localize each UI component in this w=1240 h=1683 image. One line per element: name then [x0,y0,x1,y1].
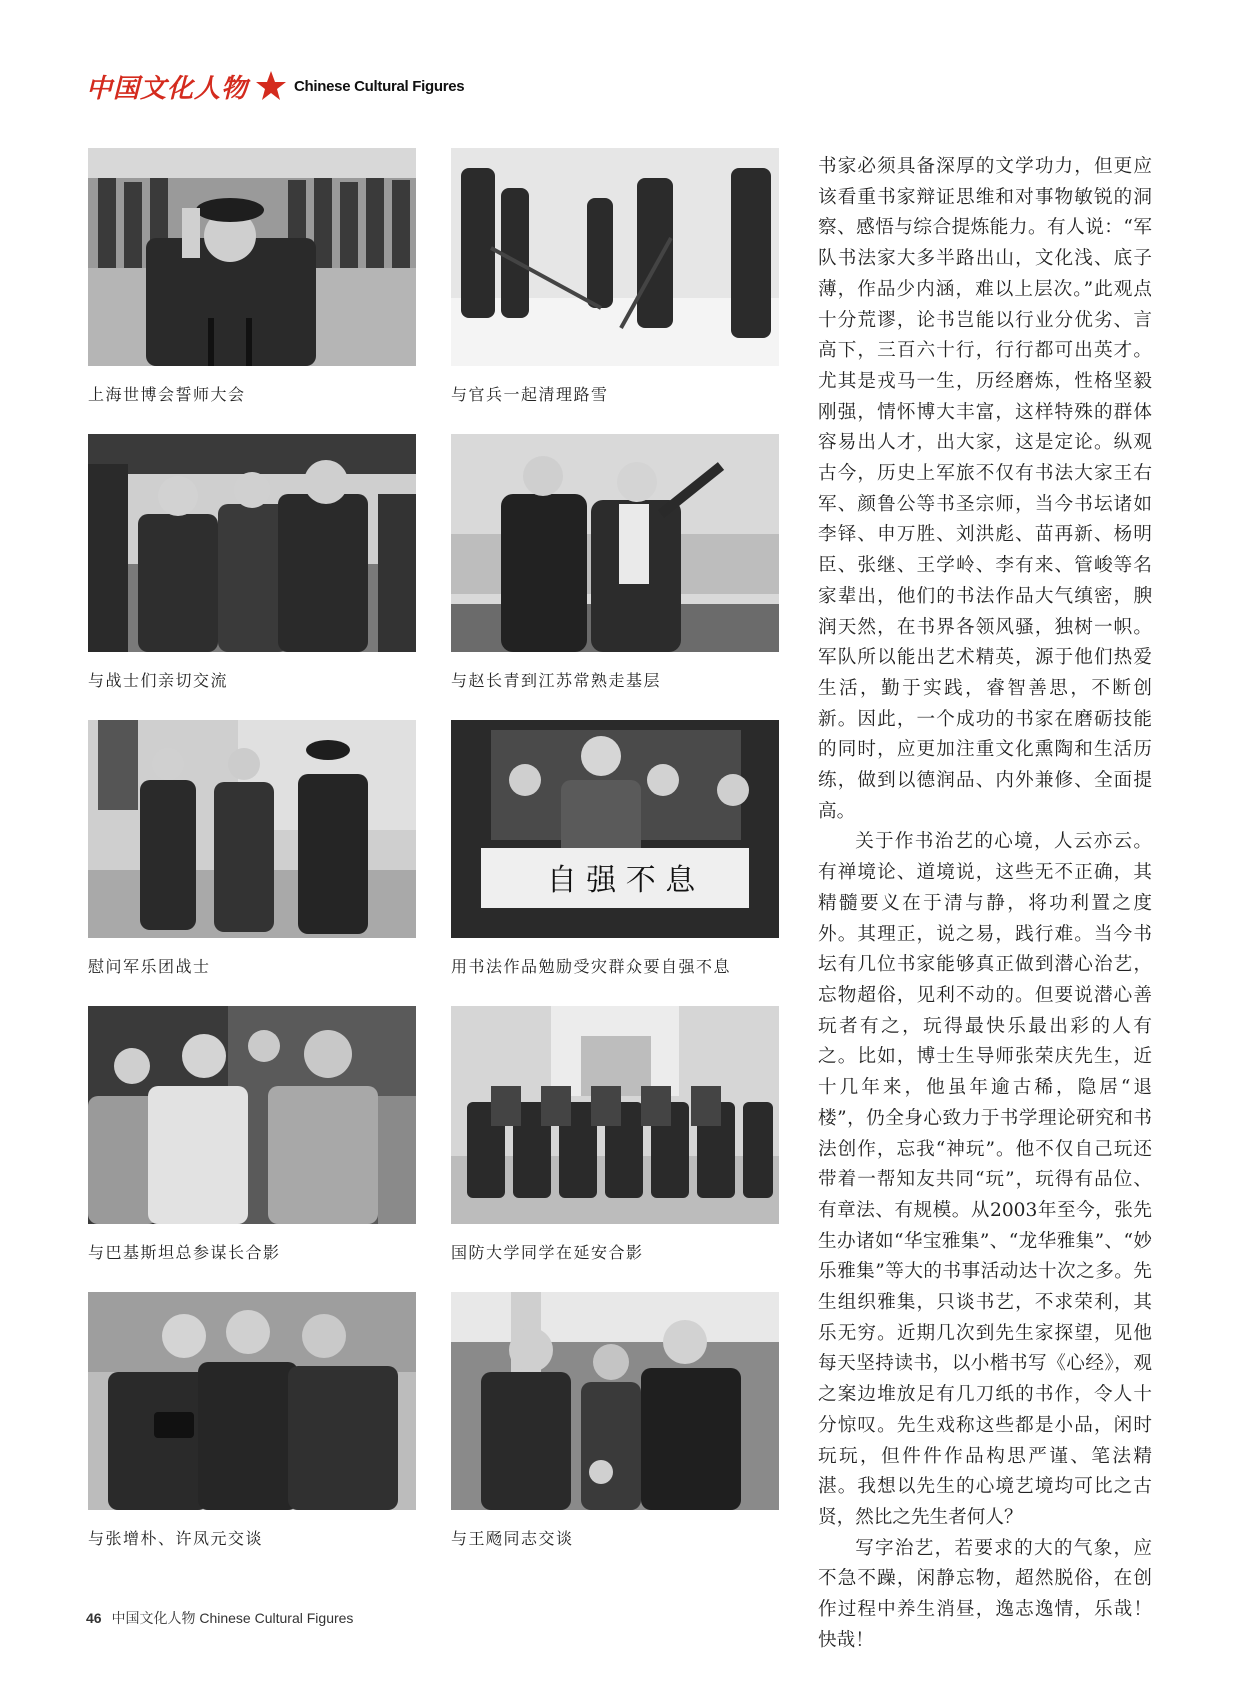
photo-snow-clearing [451,148,779,366]
banner-text: 自 强 不 息 [546,863,696,898]
photo-soldiers-talk [88,434,416,652]
photo-caption: 与张增朴、许凤元交谈 [88,1529,264,1548]
page-number: 46 [86,1610,102,1626]
photo-wang-talk [451,1292,779,1510]
photo-changshu-visit [451,434,779,652]
article-paragraph: 写字治艺，若要求的大的气象，应不急不躁，闲静忘物，超然脱俗，在创作过程中养生消昼，逸志逸情，乐哉！快哉！ [818,1537,1152,1651]
photo-yanan-classmates [451,1006,779,1224]
photo-pakistan-chief [88,1006,416,1224]
photo-calligraphy-banner [451,720,779,938]
page-footer [86,1608,353,1628]
masthead-title-en: Chinese Cultural Figures [294,77,465,95]
photo-zhang-xu-talk [88,1292,416,1510]
photo-caption: 与战士们亲切交流 [88,671,229,690]
photo-caption: 用书法作品勉励受灾群众要自强不息 [451,957,732,976]
photo-caption: 与赵长青到江苏常熟走基层 [451,671,662,690]
star-icon [254,69,288,103]
masthead-title-cn: 中国文化人物 [86,73,249,104]
photo-band-visit [88,720,416,938]
photo-caption: 与王飏同志交谈 [451,1529,574,1548]
photo-caption: 与官兵一起清理路雪 [451,385,609,404]
article-paragraph: 关于作书治艺的心境，人云亦云。有禅境论、道境说，这些无不正确，其精髓要义在于清与静，将功利置之度外。其理正，说之易，践行难。当今书坛有几位书家能够真正做到潜心治艺，忘物超俗，见利不动的。但要说潜心善玩者有之，玩得最快乐最出彩的人有之。比如，博士生导师张荣庆先生，近十几年来，他虽年逾古稀，隐居“退楼”，仍全身心致力于书学理论研究和书法创作，忘我“神玩”。他不仅自己玩还带着一帮知友共同“玩”，玩得有品位、有章法、有规模。从2003年至今，张先生办诸如“华宝雅集”、“龙华雅集”、“妙乐雅集”等大的书事活动达十次之多。先生组织雅集，只谈书艺，不求荣利，其乐无穷。近期几次到先生家探望，见他每天坚持读书，以小楷书写《心经》，观之案边堆放足有几刀纸的书作，令人十分惊叹。先生戏称这些都是小品，闲时玩玩，但件件作品构思严谨、笔法精湛。我想以先生的心境艺境均可比之古贤，然比之先生者何人？ [818,831,1152,1528]
footer-title: 中国文化人物 Chinese Cultural Figures [111,1610,354,1626]
photo-caption: 慰问军乐团战士 [88,957,211,976]
masthead [86,66,464,106]
photo-caption: 国防大学同学在延安合影 [451,1243,644,1262]
article-paragraph: 书家必须具备深厚的文学功力，但更应该看重书家辩证思维和对事物敏锐的洞察、感悟与综合提炼能力。有人说：“军队书法家大多半路出山，文化浅、底子薄，作品少内涵，难以上层次。”此观点十分荒谬，论书岂能以行业分优劣、言高下，三百六十行，行行都可出英才。尤其是戎马一生，历经磨炼，性格坚毅刚强，情怀博大丰富，这样特殊的群体容易出人才，出大家，这是定论。纵观古今，历史上军旅不仅有书法大家王右军、颜鲁公等书圣宗师，当今书坛诸如李铎、申万胜、刘洪彪、苗再新、杨明臣、张继、王学岭、李有来、管峻等名家辈出，他们的书法作品大气缜密，腴润天然，在书界各领风骚，独树一帜。军队所以能出艺术精英，源于他们热爱生活，勤于实践，睿智善思，不断创新。因此，一个成功的书家在磨砺技能的同时，应更加注重文化熏陶和生活历练，做到以德润品、内外兼修、全面提高。 [818,156,1152,822]
photo-caption: 与巴基斯坦总参谋长合影 [88,1243,281,1262]
article-body [818,152,1152,1656]
photo-caption: 上海世博会誓师大会 [88,385,246,404]
photo-expo-rally [88,148,416,366]
